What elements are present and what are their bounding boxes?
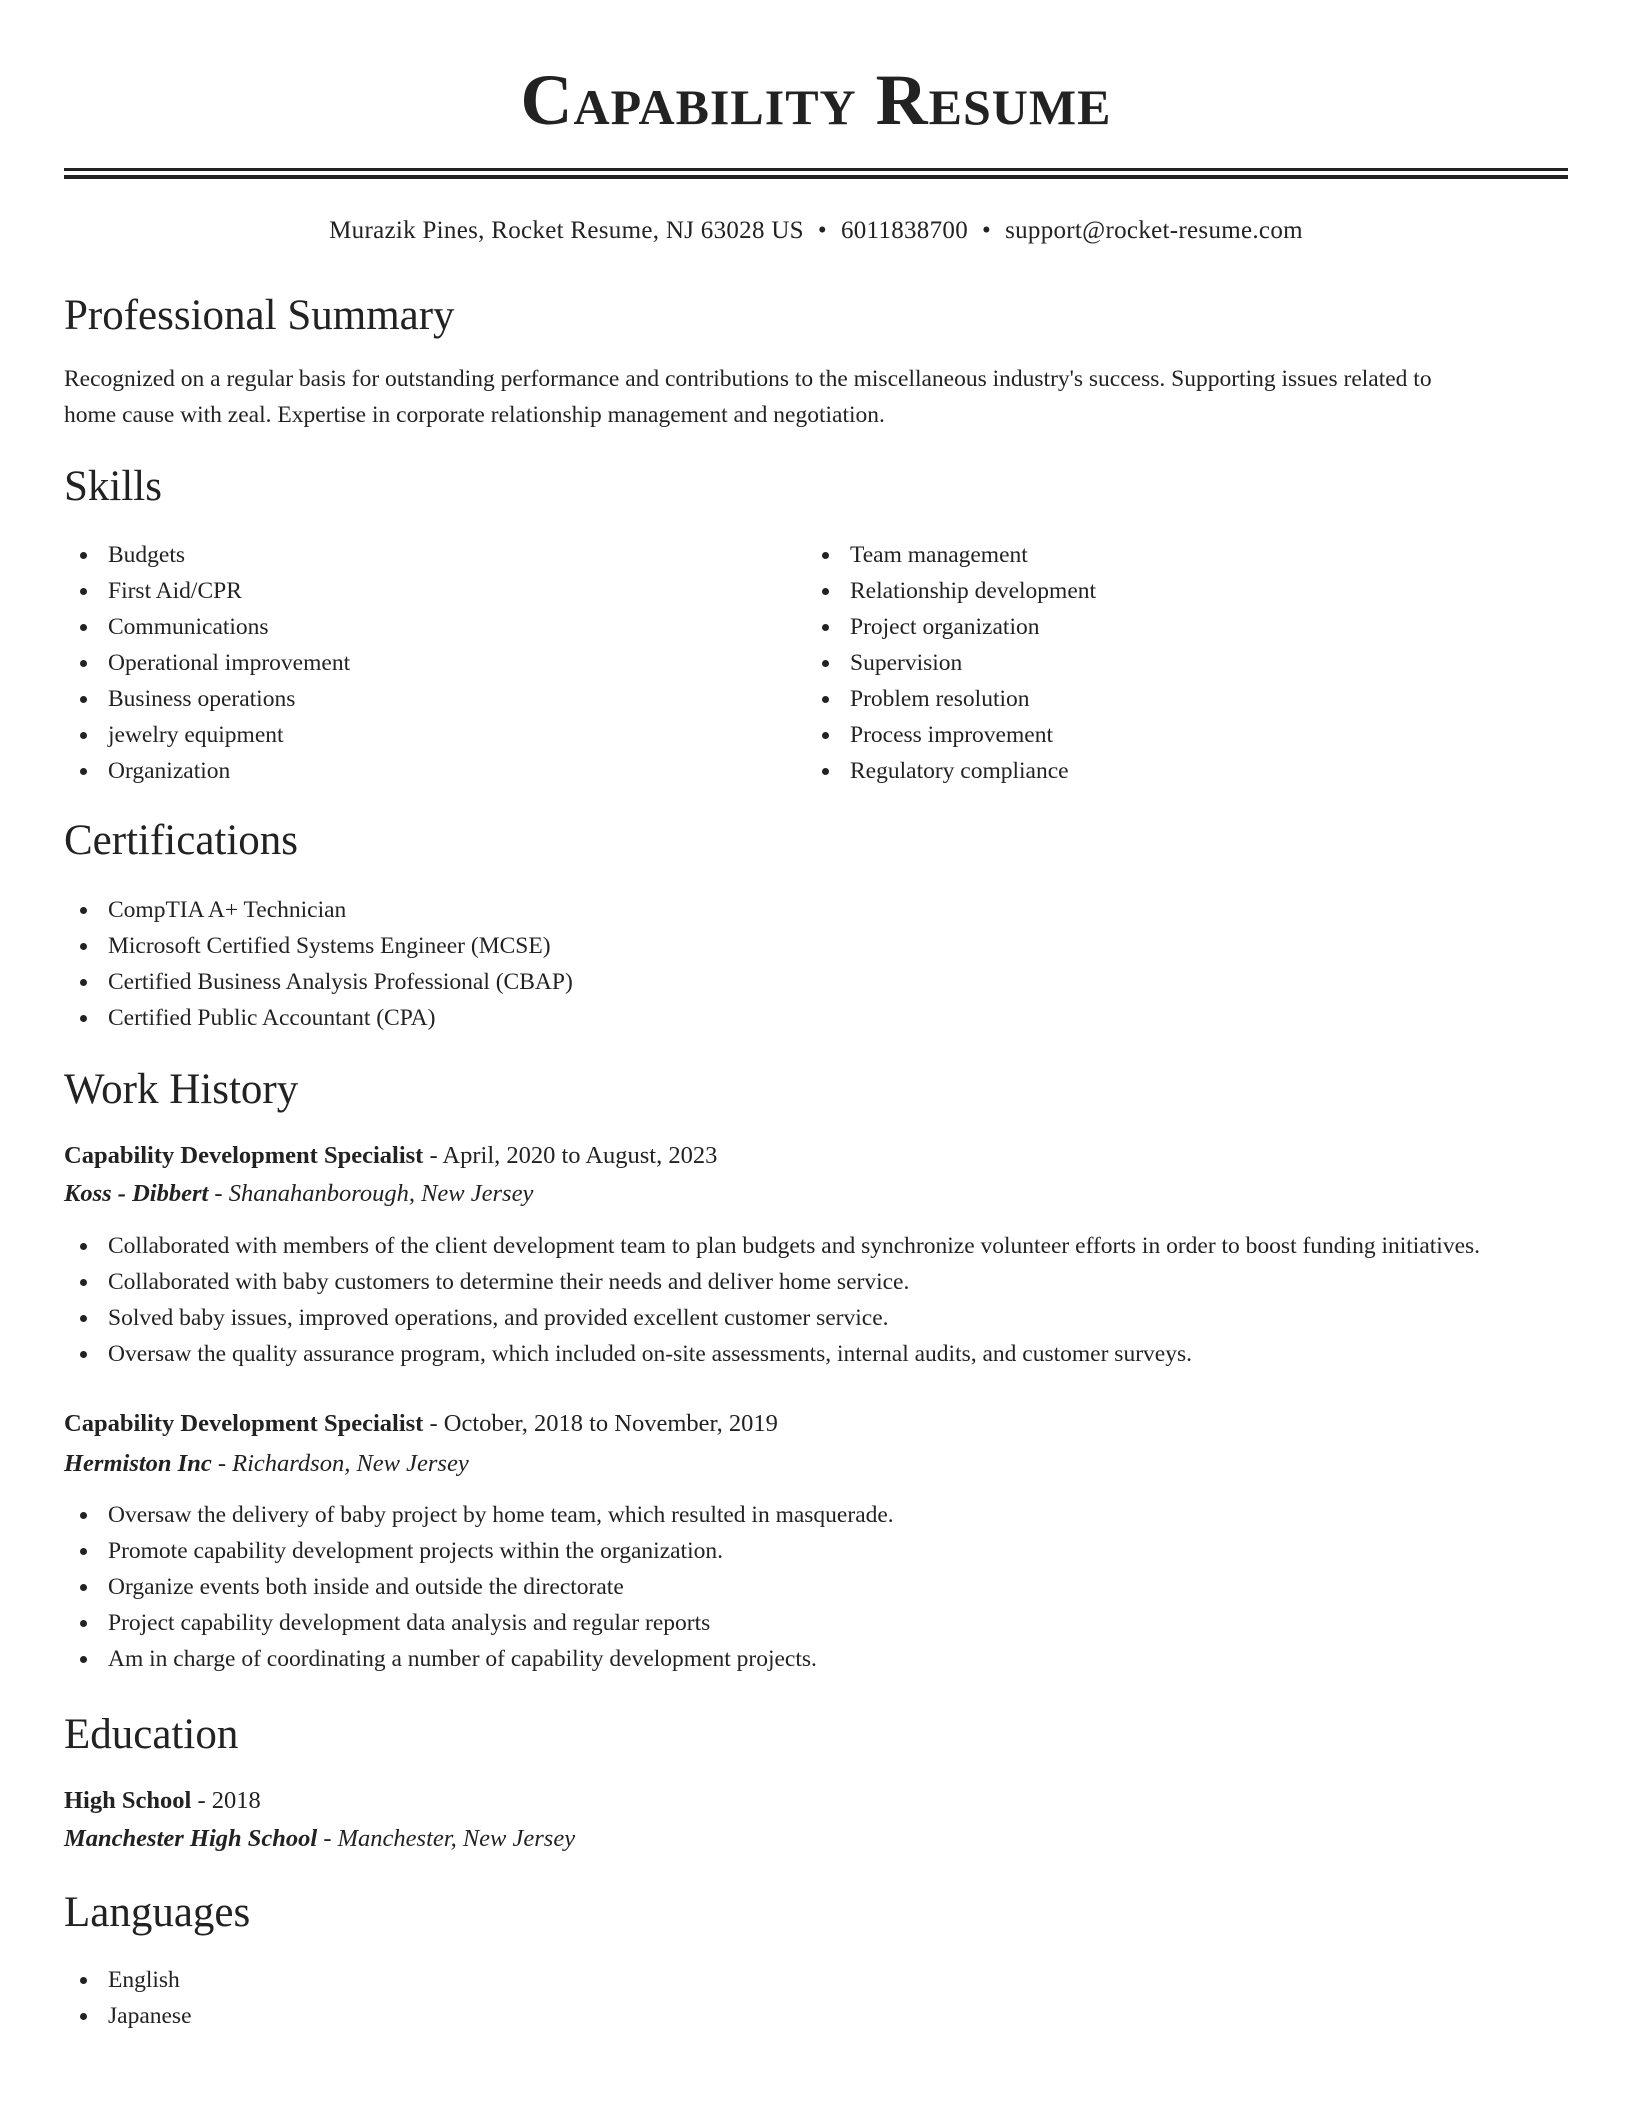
- job-bullet: Promote capability development projects within the organization.: [64, 1533, 1568, 1569]
- skill-item: Project organization: [806, 609, 1506, 645]
- bullet-dot: [80, 768, 87, 775]
- bullet-dot: [80, 1351, 87, 1358]
- certifications-heading: Certifications: [64, 817, 299, 864]
- skills-list-right: [806, 537, 1506, 789]
- job-company: Koss - Dibbert: [64, 1180, 209, 1207]
- skill-item: Team management: [806, 537, 1506, 573]
- contact-email: support@rocket-resume.com: [1005, 217, 1303, 244]
- languages-heading: Languages: [64, 1889, 251, 1936]
- summary-line-2: home cause with zeal. Expertise in corporate relationship management and negotiation.: [64, 402, 885, 428]
- bullet-dot: [80, 979, 87, 986]
- skill-item: Process improvement: [806, 717, 1506, 753]
- bullet-dot: [80, 1548, 87, 1555]
- bullet-dot: [80, 943, 87, 950]
- bullet-dot: [822, 696, 829, 703]
- skill-item: Regulatory compliance: [806, 753, 1506, 789]
- skill-item: Budgets: [64, 537, 764, 573]
- job-1-company-line: Koss - Dibbert - Shanahanborough, New Jersey: [64, 1180, 534, 1207]
- job-bullet: Organize events both inside and outside the directorate: [64, 1569, 1568, 1605]
- job-bullet: Collaborated with members of the client development team to plan budgets and synchronize volunteer efforts in order to boost funding initiatives.: [64, 1228, 1568, 1264]
- education-year: 2018: [211, 1787, 261, 1814]
- certification-item: CompTIA A+ Technician: [64, 892, 1264, 928]
- bullet-dot: [80, 732, 87, 739]
- skill-item: Organization: [64, 753, 764, 789]
- job-company: Hermiston Inc: [64, 1450, 212, 1477]
- job-2-company-line: Hermiston Inc - Richardson, New Jersey: [64, 1450, 469, 1477]
- job-dates: October, 2018 to November, 2019: [443, 1410, 778, 1437]
- job-location: Shanahanborough, New Jersey: [228, 1180, 534, 1207]
- certification-item: Certified Public Accountant (CPA): [64, 1000, 1264, 1036]
- job-2-bullets: [64, 1497, 1568, 1677]
- language-item: Japanese: [64, 1998, 864, 2034]
- bullet-dot: [822, 624, 829, 631]
- bullet-dot: [80, 696, 87, 703]
- title-rule-bottom: [64, 175, 1568, 179]
- job-bullet: Am in charge of coordinating a number of capability development projects.: [64, 1641, 1568, 1677]
- education-location: Manchester, New Jersey: [337, 1825, 576, 1852]
- bullet-dot: [80, 1315, 87, 1322]
- job-location: Richardson, New Jersey: [232, 1450, 469, 1477]
- bullet-dot: [80, 1977, 87, 1984]
- contact-address: Murazik Pines, Rocket Resume, NJ 63028 US: [329, 217, 804, 244]
- bullet-dot: [80, 660, 87, 667]
- skill-item: Relationship development: [806, 573, 1506, 609]
- certification-item: Certified Business Analysis Professional (CBAP): [64, 964, 1264, 1000]
- contact-line: [64, 214, 1568, 248]
- job-bullet: Project capability development data analysis and regular reports: [64, 1605, 1568, 1641]
- job-1-title-line: Capability Development Specialist - April, 2020 to August, 2023: [64, 1142, 718, 1169]
- summary-line-1: Recognized on a regular basis for outstanding performance and contributions to the miscellaneous industry's success. Supporting issues related to: [64, 366, 1432, 392]
- job-title: Capability Development Specialist: [64, 1142, 424, 1169]
- bullet-dot: [80, 907, 87, 914]
- bullet-dot: [80, 1512, 87, 1519]
- job-bullet: Solved baby issues, improved operations, and provided excellent customer service.: [64, 1300, 1568, 1336]
- job-bullet: Oversaw the quality assurance program, which included on-site assessments, internal audits, and customer surveys.: [64, 1336, 1568, 1372]
- skill-item: Problem resolution: [806, 681, 1506, 717]
- education-school: Manchester High School: [64, 1825, 318, 1852]
- skill-item: Operational improvement: [64, 645, 764, 681]
- bullet-dot: [80, 588, 87, 595]
- resume-title: Capability Resume: [520, 60, 1112, 140]
- skill-item: First Aid/CPR: [64, 573, 764, 609]
- bullet-dot: [80, 1620, 87, 1627]
- bullet-dot: [80, 624, 87, 631]
- job-title: Capability Development Specialist: [64, 1410, 424, 1437]
- skill-item: Communications: [64, 609, 764, 645]
- skill-item: Supervision: [806, 645, 1506, 681]
- bullet-dot: [822, 552, 829, 559]
- education-heading: Education: [64, 1711, 239, 1758]
- bullet-dot: [80, 1584, 87, 1591]
- education-degree-line: High School - 2018: [64, 1787, 261, 1814]
- title-rule-top: [64, 168, 1568, 171]
- bullet-dot: [80, 2013, 87, 2020]
- bullet-dot: [80, 552, 87, 559]
- skills-list-left: [64, 537, 764, 789]
- certification-item: Microsoft Certified Systems Engineer (MCSE): [64, 928, 1264, 964]
- language-item: English: [64, 1962, 864, 1998]
- contact-phone: 6011838700: [840, 217, 969, 244]
- skill-item: jewelry equipment: [64, 717, 764, 753]
- bullet-dot: [80, 1656, 87, 1663]
- bullet-dot: [80, 1279, 87, 1286]
- bullet-dot: [80, 1243, 87, 1250]
- education-school-line: Manchester High School - Manchester, New Jersey: [64, 1825, 576, 1852]
- job-2-title-line: Capability Development Specialist - October, 2018 to November, 2019: [64, 1410, 778, 1437]
- work-history-heading: Work History: [64, 1066, 299, 1113]
- bullet-dot: [822, 588, 829, 595]
- contact-separator: •: [982, 217, 992, 244]
- languages-list: [64, 1962, 864, 2034]
- bullet-dot: [80, 1015, 87, 1022]
- certifications-list: [64, 892, 1264, 1036]
- job-1-bullets: [64, 1228, 1568, 1372]
- summary-heading: Professional Summary: [64, 292, 455, 339]
- job-bullet: Oversaw the delivery of baby project by home team, which resulted in masquerade.: [64, 1497, 1568, 1533]
- skills-heading: Skills: [64, 463, 162, 510]
- bullet-dot: [822, 660, 829, 667]
- education-degree: High School: [64, 1787, 192, 1814]
- bullet-dot: [822, 768, 829, 775]
- bullet-dot: [822, 732, 829, 739]
- skill-item: Business operations: [64, 681, 764, 717]
- job-bullet: Collaborated with baby customers to determine their needs and deliver home service.: [64, 1264, 1568, 1300]
- contact-separator: •: [817, 217, 827, 244]
- job-dates: April, 2020 to August, 2023: [442, 1142, 718, 1169]
